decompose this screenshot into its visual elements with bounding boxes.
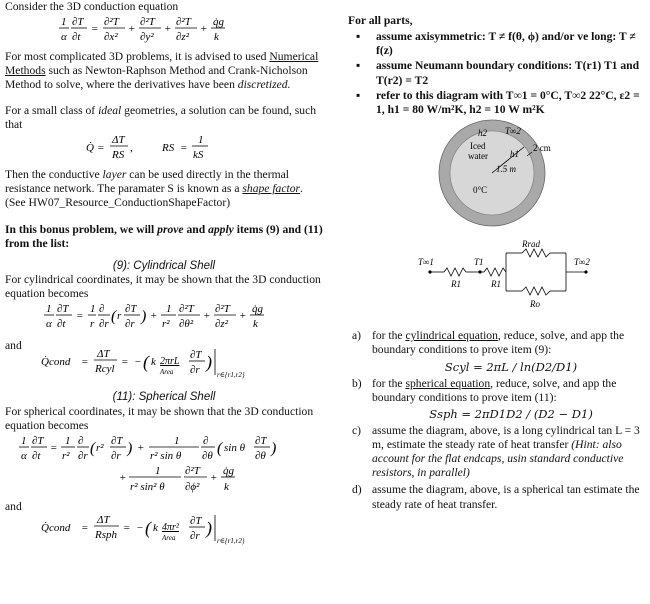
h2-label: h2 — [478, 127, 487, 138]
svg-text:∂²T: ∂²T — [140, 16, 155, 29]
svg-text:kS: kS — [193, 149, 204, 162]
temperature-label: 0°C — [473, 184, 488, 195]
svg-text:(: ( — [217, 439, 223, 457]
ideal-text-2: geometries, a solution can be found, such that — [5, 104, 317, 132]
svg-text:(: ( — [143, 351, 149, 372]
question-a-text-2: , reduce, solve, and app the boundary conditions to prove item (9): — [372, 329, 625, 357]
equation-cylindrical — [5, 301, 323, 337]
svg-text:+: + — [239, 310, 247, 323]
svg-text:∂r: ∂r — [190, 363, 200, 376]
assumption-neumann: ▪ assume Neumann boundary conditions: T(r1) T1 and T(r2) = T2 — [370, 59, 650, 87]
svg-text:∂ϕ²: ∂ϕ² — [185, 480, 200, 493]
equation-q-spherical — [5, 513, 323, 553]
svg-text:q̇g: q̇g — [213, 16, 224, 29]
ideal-text-1: For a small class of — [5, 104, 99, 118]
svg-text:∂T: ∂T — [72, 16, 84, 29]
svg-text:=: = — [91, 23, 99, 36]
svg-text:+: + — [150, 310, 158, 323]
t1-label: T1 — [474, 257, 484, 268]
question-d — [348, 483, 650, 511]
svg-text:q̇g: q̇g — [252, 303, 263, 316]
rrad-resistor — [522, 249, 550, 257]
svg-text:=: = — [76, 310, 84, 323]
svg-text:q̇g: q̇g — [223, 464, 234, 477]
layer-text-1: Then the conductive — [5, 168, 103, 182]
svg-text:,: , — [130, 142, 133, 155]
svg-text:k: k — [253, 318, 258, 331]
apply-word: apply — [208, 222, 234, 236]
right-column — [348, 0, 650, 604]
svg-text:Q̇cond: Q̇cond — [41, 355, 71, 368]
equation-q-cylindrical-svg — [39, 347, 289, 381]
resistance-circuit — [348, 235, 650, 325]
all-parts-heading: For all parts, — [348, 14, 413, 27]
svg-text:+: + — [137, 441, 145, 454]
question-a-equation: Scyl = 2πL / ln(D2/D1) — [444, 359, 578, 374]
svg-text:Area: Area — [160, 367, 174, 376]
question-c-hint: (Hint: also account for the flat endcaps, usin standard conductive resistors, in parallel) — [372, 438, 624, 480]
svg-text:RS: RS — [162, 142, 175, 155]
svg-text:): ) — [127, 439, 133, 457]
water-label: water — [468, 150, 488, 161]
svg-text:∂y²: ∂y² — [140, 31, 154, 44]
svg-text:∂θ²: ∂θ² — [179, 318, 194, 331]
svg-text:k: k — [224, 480, 229, 493]
svg-text:r: r — [90, 318, 95, 331]
svg-text:): ) — [271, 439, 277, 457]
question-c — [348, 424, 650, 481]
svg-text:): ) — [206, 517, 212, 538]
numerical-methods-paragraph — [5, 50, 323, 92]
resistance-circuit-svg — [348, 235, 650, 321]
svg-text:r²: r² — [96, 441, 104, 454]
rr-label: R1 — [491, 279, 501, 290]
svg-text:(: ( — [90, 439, 96, 457]
tinf2-label: T∞2 — [505, 125, 521, 136]
svg-text:r² sin θ: r² sin θ — [150, 449, 182, 462]
svg-text:+: + — [119, 471, 127, 484]
bonus-text-1: In this bonus problem, we will — [5, 222, 158, 236]
svg-text:∂t: ∂t — [72, 31, 81, 44]
bonus-paragraph — [5, 223, 323, 251]
svg-text:+: + — [200, 23, 208, 36]
svg-text:(: ( — [111, 308, 117, 326]
bonus-text-2: items (9) and (11) from the list: — [5, 222, 323, 250]
svg-text:k: k — [153, 521, 158, 534]
svg-text:r²: r² — [162, 318, 170, 331]
thickness-label: 2 cm — [533, 142, 551, 153]
layer-word: layer — [102, 168, 127, 182]
svg-text:∂r: ∂r — [111, 449, 121, 462]
svg-text:r∈{r1,r2}: r∈{r1,r2} — [217, 370, 245, 379]
cylindrical-equation-link[interactable]: cylindrical equation — [405, 329, 498, 343]
svg-text:∂t: ∂t — [57, 318, 66, 331]
svg-text:∂T: ∂T — [57, 303, 69, 316]
discretized-text: discretized. — [237, 78, 291, 92]
svg-text:=: = — [50, 441, 58, 454]
iced-label: Iced — [470, 140, 486, 151]
svg-text:r∈{r1,r2}: r∈{r1,r2} — [217, 536, 245, 545]
tinf1-label: T∞1 — [418, 257, 434, 268]
assumptions-list — [348, 30, 650, 117]
svg-text:∂: ∂ — [78, 434, 84, 447]
assumption-axisymmetric: ▪ assume axisymmetric: T ≠ f(θ, ϕ) and/or ve long: T ≠ f(z) — [370, 30, 650, 58]
numerical-text-1: For most complicated 3D problems, it is advised to used — [5, 49, 270, 63]
tank-diagram — [348, 119, 650, 233]
svg-text:1: 1 — [166, 303, 172, 316]
svg-text:4πr²: 4πr² — [162, 521, 179, 533]
equation-spherical — [5, 433, 323, 499]
svg-text:+: + — [203, 310, 211, 323]
svg-text:1: 1 — [46, 303, 52, 316]
svg-text:ΔT: ΔT — [112, 134, 125, 147]
question-c-letter: c) — [352, 423, 362, 437]
svg-text:∂t: ∂t — [32, 449, 41, 462]
h1-label: h1 — [510, 148, 519, 159]
svg-text:∂T: ∂T — [125, 303, 137, 316]
question-d-text: assume the diagram, above, is a spherical tan estimate the steady rate of heat transfer. — [372, 483, 640, 511]
svg-text:ΔT: ΔT — [97, 513, 110, 526]
svg-text:RS: RS — [112, 149, 125, 162]
equation-3d-conduction — [5, 15, 323, 49]
svg-text:+: + — [164, 23, 172, 36]
svg-text:r² sin² θ: r² sin² θ — [130, 480, 165, 493]
svg-text:1: 1 — [198, 134, 204, 147]
equation-q-spherical-svg — [39, 513, 289, 549]
question-b-letter: b) — [352, 376, 362, 390]
svg-text:r: r — [117, 310, 122, 323]
svg-text:1: 1 — [61, 16, 67, 29]
svg-text:Rcyl: Rcyl — [95, 362, 115, 375]
svg-text:Q̇: Q̇ — [86, 142, 94, 155]
svg-text:∂r: ∂r — [125, 318, 135, 331]
svg-text:∂z²: ∂z² — [176, 31, 190, 44]
question-a — [348, 329, 650, 373]
spherical-intro: For spherical coordinates, it may be shown that the 3D conduction equation becomes — [5, 404, 314, 432]
ro-resistor — [522, 287, 550, 295]
question-b — [348, 377, 650, 421]
svg-text:∂²T: ∂²T — [185, 464, 200, 477]
question-c-text: assume the diagram, above, is a long cylindrical tan L = 3 m, estimate the steady rate of heat transfer — [372, 423, 640, 451]
tinf2-circuit-label: T∞2 — [574, 257, 590, 268]
svg-text:∂T: ∂T — [111, 434, 123, 447]
numerical-methods-link[interactable]: Numerical Methods — [5, 49, 319, 77]
svg-text:=: = — [81, 355, 89, 368]
svg-text:∂²T: ∂²T — [104, 16, 119, 29]
svg-text:∂θ: ∂θ — [202, 449, 213, 462]
equation-cylindrical-svg — [44, 301, 284, 333]
svg-text:α: α — [61, 31, 67, 44]
svg-text:k: k — [214, 31, 219, 44]
svg-text:Area: Area — [162, 533, 176, 542]
spherical-equation-link[interactable]: spherical equation — [405, 376, 491, 390]
layer-paragraph — [5, 168, 323, 210]
radius-label: 1.5 m — [496, 163, 516, 174]
question-b-text-2: , reduce, solve, and app the boundary conditions to prove item (11): — [372, 376, 617, 404]
and-label-2: and — [5, 500, 22, 514]
questions-list — [348, 329, 650, 511]
rrad-label: Rrad — [522, 239, 540, 250]
svg-text:): ) — [141, 308, 147, 326]
r1-label: R1 — [451, 279, 461, 290]
cylindrical-shell-title: (9): Cylindrical Shell — [112, 259, 216, 272]
svg-text:−: − — [136, 521, 144, 534]
equation-spherical-svg — [19, 433, 309, 495]
svg-text:∂²T: ∂²T — [176, 16, 191, 29]
svg-text:+: + — [128, 23, 136, 36]
svg-text:−: − — [134, 355, 142, 368]
svg-text:∂²T: ∂²T — [179, 303, 194, 316]
svg-text:r²: r² — [62, 449, 70, 462]
equation-shape-factor-svg — [84, 133, 244, 163]
layer-text-2: can be used directly in the thermal resistance network. The paramater S is known as a — [5, 168, 289, 196]
question-b-text-1: for the — [372, 376, 406, 390]
svg-text:+: + — [210, 471, 218, 484]
svg-text:Q̇cond: Q̇cond — [41, 521, 71, 534]
svg-text:∂T: ∂T — [190, 348, 202, 361]
svg-text:∂T: ∂T — [32, 434, 44, 447]
question-a-text-1: for the — [372, 329, 406, 343]
svg-text:Rsph: Rsph — [95, 528, 117, 541]
cylindrical-intro: For cylindrical coordinates, it may be shown that the 3D conduction equation becomes — [5, 272, 321, 300]
ideal-word: ideal — [98, 104, 122, 118]
question-a-letter: a) — [352, 329, 362, 343]
svg-text:∂r: ∂r — [78, 449, 88, 462]
svg-text:α: α — [21, 449, 27, 462]
svg-text:∂T: ∂T — [255, 434, 267, 447]
svg-text:2πrL: 2πrL — [160, 355, 180, 367]
rr-resistor — [484, 268, 506, 276]
svg-text:∂x²: ∂x² — [104, 31, 118, 44]
equation-shape-factor — [5, 133, 323, 167]
svg-text:1: 1 — [65, 434, 71, 447]
svg-text:1: 1 — [155, 464, 161, 477]
left-column — [5, 0, 323, 552]
svg-text:(: ( — [145, 517, 151, 538]
tank-cross-section-svg — [348, 119, 650, 229]
svg-text:1: 1 — [90, 303, 96, 316]
numerical-text-2: such as Newton-Raphson Method and Crank-Nicholson Method to solve, where the derivatives have been — [5, 63, 308, 92]
svg-text:∂z²: ∂z² — [215, 318, 229, 331]
assumption-diagram: ▪ refer to this diagram with T∞1 = 0°C, T∞2 22°C, ε2 = 1, h1 = 80 W/m²K, h2 = 10 W m²K — [370, 89, 650, 117]
svg-text:=: = — [180, 142, 188, 155]
bonus-and: and — [183, 222, 209, 236]
svg-text:∂: ∂ — [203, 434, 209, 447]
svg-text:∂r: ∂r — [190, 529, 200, 542]
question-b-equation: Ssph = 2πD1D2 / (D2 − D1) — [429, 406, 593, 421]
svg-text:1: 1 — [174, 434, 180, 447]
question-d-letter: d) — [352, 483, 362, 497]
svg-text:=: = — [97, 142, 105, 155]
svg-text:=: = — [121, 355, 129, 368]
intro-text: Consider the 3D conduction equation — [5, 0, 179, 13]
r1-resistor — [444, 268, 466, 276]
svg-text:=: = — [81, 521, 89, 534]
ideal-geometries-paragraph — [5, 104, 323, 132]
layer-text-3: . (See HW07_Resource_ConductionShapeFactor) — [5, 182, 303, 210]
svg-text:): ) — [206, 351, 212, 372]
svg-text:∂T: ∂T — [190, 514, 202, 527]
svg-text:∂θ: ∂θ — [255, 449, 266, 462]
spherical-shell-title: (11): Spherical Shell — [112, 391, 216, 404]
svg-text:∂r: ∂r — [99, 318, 109, 331]
svg-text:ΔT: ΔT — [97, 347, 110, 360]
svg-text:k: k — [151, 355, 156, 368]
svg-text:α: α — [46, 318, 52, 331]
svg-text:=: = — [123, 521, 131, 534]
svg-text:∂²T: ∂²T — [215, 303, 230, 316]
equation-3d-conduction-svg — [59, 15, 269, 45]
prove-word: prove — [157, 222, 184, 236]
and-label-1: and — [5, 338, 22, 352]
svg-text:sin θ: sin θ — [224, 441, 245, 454]
equation-q-cylindrical — [5, 347, 323, 385]
shape-factor-link[interactable]: shape factor — [242, 182, 301, 196]
svg-text:1: 1 — [21, 434, 27, 447]
svg-text:∂: ∂ — [99, 303, 105, 316]
ro-label: Ro — [530, 299, 540, 310]
